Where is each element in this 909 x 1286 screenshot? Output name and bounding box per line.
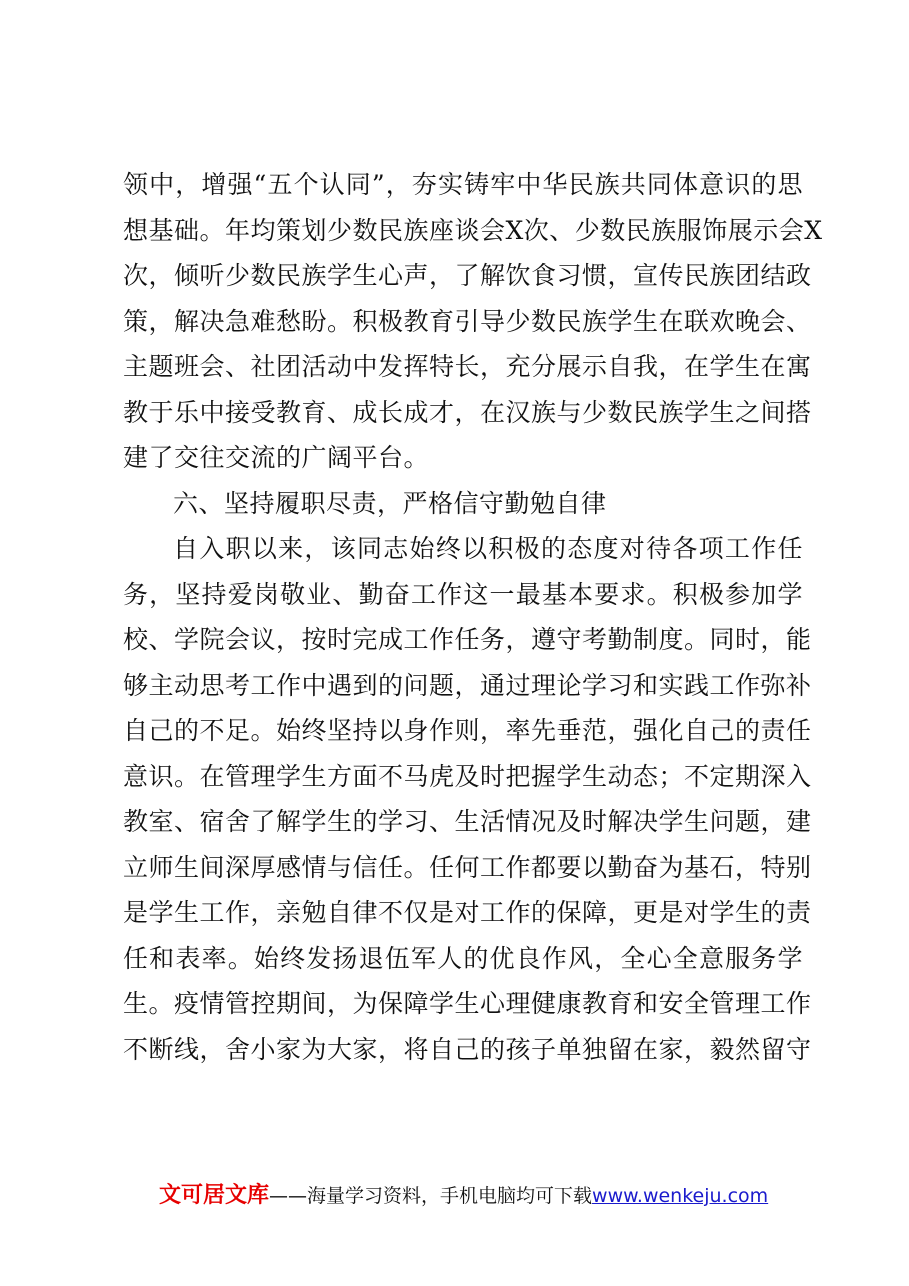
text-line: 自入职以来，该同志始终以积极的态度对待各项工作任: [173, 534, 803, 563]
text-line: 不断线，舍小家为大家，将自己的孩子单独留在家，毅然留守: [123, 1034, 812, 1064]
text-line: 任和表率。始终发扬退伍军人的优良作风，全心全意服务学: [123, 943, 803, 973]
text-line: 主题班会、社团活动中发挥特长，充分展示自我，在学生在寓: [123, 352, 812, 381]
footer-banner: [159, 1181, 768, 1211]
text-line: 教室、宿舍了解学生的学习、生活情况及时解决学生问题，建: [123, 807, 812, 836]
footer-brand: 文可居文库: [159, 1183, 270, 1208]
text-line: 建了交往交流的广阔平台。: [123, 443, 430, 472]
footer-tagline: ——海量学习资料，手机电脑均可下载: [269, 1185, 593, 1207]
section-heading: 六、坚持履职尽责，严格信守勤勉自律: [173, 488, 607, 518]
text-line: 次，倾听少数民族学生心声，了解饮食习惯，宣传民族团结政: [123, 261, 812, 290]
text-line: 是学生工作，亲勉自律不仅是对工作的保障，更是对学生的责: [123, 898, 812, 927]
text-line: 领中，增强“五个认同”，夯实铸牢中华民族共同体意识的思: [123, 170, 803, 199]
text-line: 想基础。年均策划少数民族座谈会X次、少数民族服饰展示会X: [123, 215, 823, 245]
footer-url-link[interactable]: www.wenkeju.com: [592, 1185, 769, 1207]
body-text: [123, 162, 823, 1072]
text-line: 立师生间深厚感情与信任。任何工作都要以勤奋为基石，特别: [123, 852, 812, 882]
text-line: 自己的不足。始终坚持以身作则，率先垂范，强化自己的责任: [123, 716, 812, 745]
text-line: 意识。在管理学生方面不马虎及时把握学生动态；不定期深入: [123, 761, 812, 791]
text-line: 够主动思考工作中遇到的问题，通过理论学习和实践工作弥补: [123, 670, 812, 700]
text-line: 策，解决急难愁盼。积极教育引导少数民族学生在联欢晚会、: [123, 306, 812, 336]
text-line: 校、学院会议，按时完成工作任务，遵守考勤制度。同时，能: [123, 625, 812, 654]
text-line: 生。疫情管控期间，为保障学生心理健康教育和安全管理工作: [123, 989, 812, 1018]
text-line: 务，坚持爱岗敬业、勤奋工作这一最基本要求。积极参加学: [123, 579, 803, 609]
text-line: 教于乐中接受教育、成长成才，在汉族与少数民族学生之间搭: [123, 397, 812, 427]
